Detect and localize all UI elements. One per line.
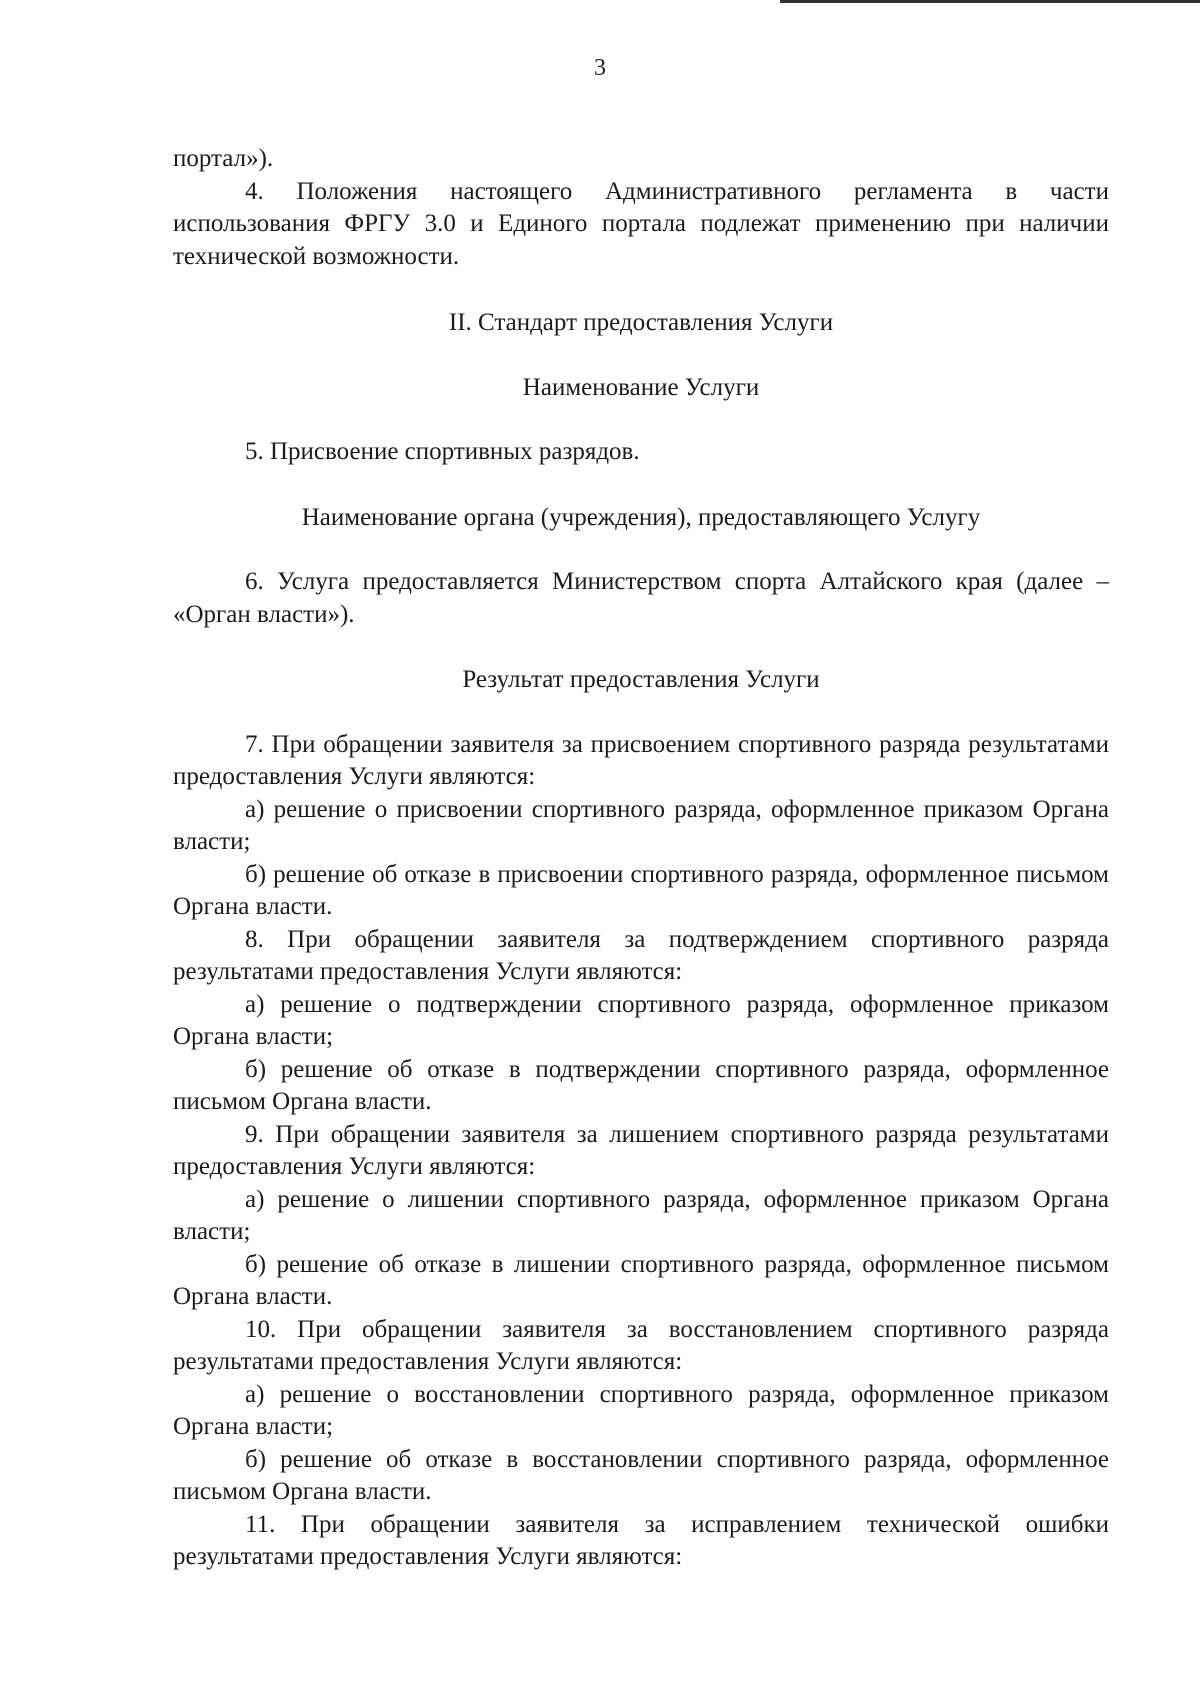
paragraph-7b: б) решение об отказе в присвоении спортивного разряда, оформленное письмом Органа власти.	[173, 860, 1109, 920]
paragraph-10b: б) решение об отказе в восстановлении спортивного разряда, оформленное письмом Органа власти.	[173, 1445, 1109, 1505]
heading-service-name: Наименование Услуги	[522, 373, 760, 401]
page-number: 3	[594, 55, 606, 81]
paragraph-7a: а) решение о присвоении спортивного разряда, оформленное приказом Органа власти;	[173, 795, 1109, 855]
paragraph-portal-tail: портал»).	[173, 145, 274, 172]
paragraph-8b: б) решение об отказе в подтверждении спортивного разряда, оформленное письмом Органа власти.	[173, 1055, 1109, 1115]
paragraph-11: 11. При обращении заявителя за исправлением технической ошибки результатами предоставления Услуги являются:	[173, 1510, 1109, 1570]
heading-service-result: Результат предоставления Услуги	[462, 666, 820, 693]
paragraph-10: 10. При обращении заявителя за восстановлением спортивного разряда результатами предоставления Услуги являются:	[173, 1315, 1109, 1375]
section-title: II. Стандарт предоставления Услуги	[448, 309, 834, 336]
paragraph-8: 8. При обращении заявителя за подтверждением спортивного разряда результатами предоставления Услуги являются:	[173, 925, 1109, 985]
heading-authority-name: Наименование органа (учреждения), предоставляющего Услугу	[301, 503, 981, 531]
paragraph-8a: а) решение о подтверждении спортивного разряда, оформленное приказом Органа власти;	[173, 990, 1109, 1050]
paragraph-5: 5. Присвоение спортивных разрядов.	[245, 438, 640, 465]
document-body	[173, 143, 1109, 1574]
paragraph-6: 6. Услуга предоставляется Министерством спорта Алтайского края (далее – «Орган власти»).	[173, 568, 1109, 628]
paragraph-9: 9. При обращении заявителя за лишением спортивного разряда результатами предоставления Услуги являются:	[173, 1120, 1109, 1180]
paragraph-9a: а) решение о лишении спортивного разряда, оформленное приказом Органа власти;	[173, 1185, 1109, 1245]
paragraph-4: 4. Положения настоящего Административного регламента в части использования ФРГУ 3.0 и Единого портала подлежат применению при наличии технической возможности.	[173, 177, 1109, 270]
paragraph-9b: б) решение об отказе в лишении спортивного разряда, оформленное письмом Органа власти.	[173, 1250, 1109, 1310]
paragraph-10a: а) решение о восстановлении спортивного разряда, оформленное приказом Органа власти;	[173, 1380, 1109, 1440]
paragraph-7: 7. При обращении заявителя за присвоением спортивного разряда результатами предоставления Услуги являются:	[173, 730, 1109, 790]
top-scan-rule	[780, 0, 1200, 3]
